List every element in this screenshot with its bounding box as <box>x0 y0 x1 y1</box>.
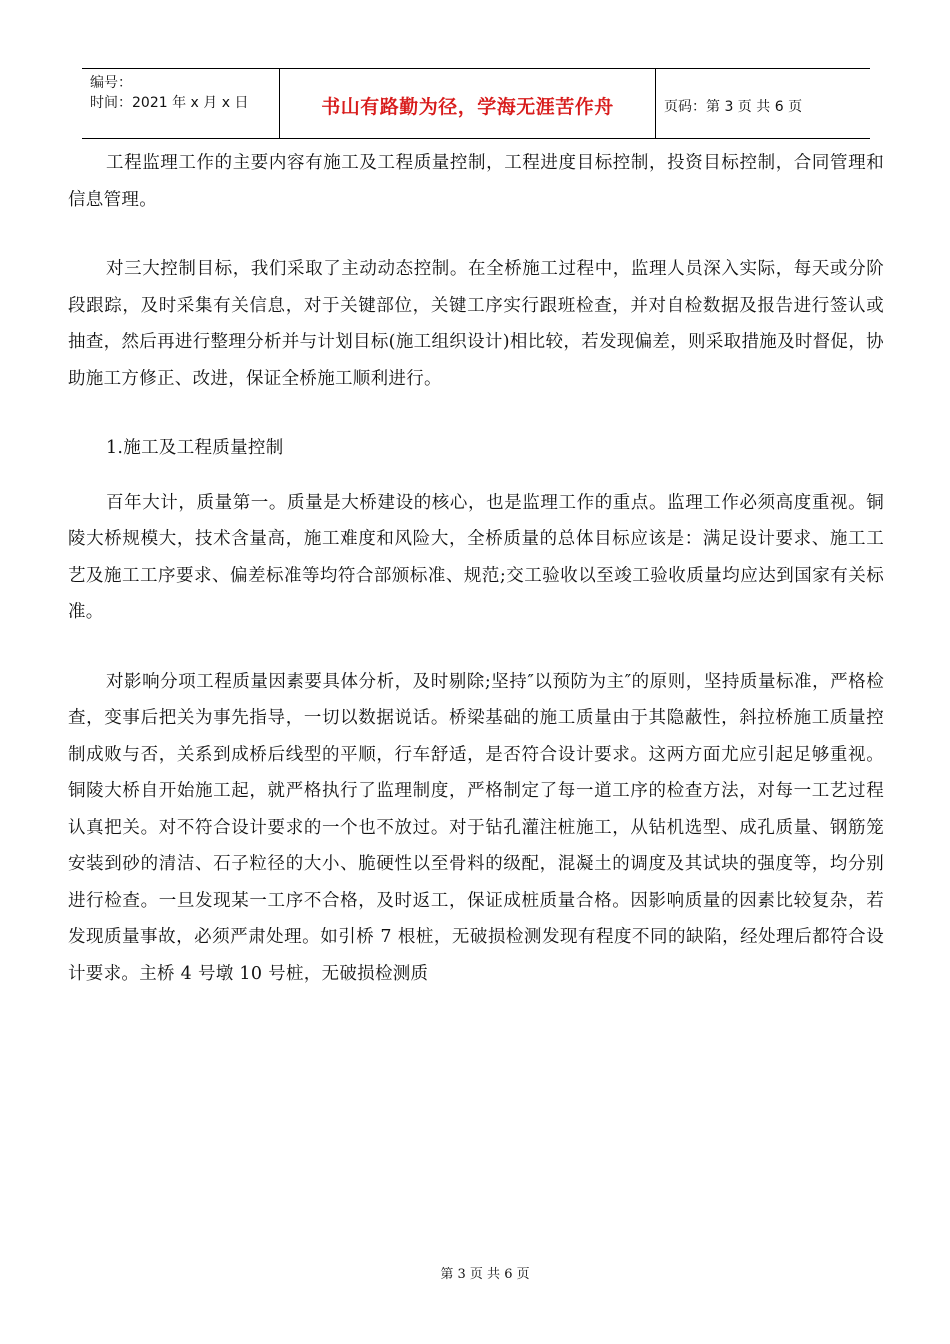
page-header <box>82 68 870 139</box>
paragraph: 百年大计，质量第一。质量是大桥建设的核心，也是监理工作的重点。监理工作必须高度重视。铜陵大桥规模大，技术含量高，施工难度和风险大，全桥质量的总体目标应该是：满足设计要求、施工工艺及施工工序要求、偏差标准等均符合部颁标准、规范;交工验收以至竣工验收质量均应达到国家有关标准。 <box>68 492 884 622</box>
header-page-number: 页码：第 3 页 共 6 页 <box>664 98 803 115</box>
document-date-label: 时间：2021 年 x 月 x 日 <box>90 95 249 111</box>
header-page-cell <box>656 69 870 138</box>
section-heading: 1.施工及工程质量控制 <box>106 438 284 458</box>
document-number-label: 编号： <box>90 75 132 91</box>
paragraph: 工程监理工作的主要内容有施工及工程质量控制，工程进度目标控制，投资目标控制，合同管理和信息管理。 <box>68 153 884 210</box>
document-body <box>68 145 884 992</box>
paragraph: 对影响分项工程质量因素要具体分析，及时剔除;坚持″以预防为主″的原则，坚持质量标准，严格检查，变事后把关为事先指导，一切以数据说话。桥梁基础的施工质量由于其隐蔽性，斜拉桥施工质量控制成败与否，关系到成桥后线型的平顺，行车舒适，是否符合设计要求。这两方面尤应引起足够重视。铜陵大桥自开始施工起，就严格执行了监理制度，严格制定了每一道工序的检查方法，对每一工艺过程认真把关。对不符合设计要求的一个也不放过。对于钻孔灌注桩施工，从钻机选型、成孔质量、钢筋笼安装到砂的清洁、石子粒径的大小、脆硬性以至骨料的级配，混凝土的调度及其试块的强度等，均分别进行检查。一旦发现某一工序不合格，及时返工，保证成桩质量合格。因影响质量的因素比较复杂，若发现质量事故，必须严肃处理。如引桥 7 根桩，无破损检测发现有程度不同的缺陷，经处理后都符合设计要求。主桥 4 号墩 10 号桩，无破损检测质 <box>68 671 884 984</box>
header-info-cell <box>82 69 280 138</box>
page-footer: 第 3 页 共 6 页 <box>440 1267 530 1282</box>
header-motto: 书山有路勤为径，学海无涯苦作舟 <box>321 96 614 118</box>
paragraph: 对三大控制目标，我们采取了主动动态控制。在全桥施工过程中，监理人员深入实际，每天或分阶段跟踪，及时采集有关信息，对于关键部位，关键工序实行跟班检查，并对自检数据及报告进行签认或抽查，然后再进行整理分析并与计划目标(施工组织设计)相比较，若发现偏差，则采取措施及时督促，协助施工方修正、改进，保证全桥施工顺利进行。 <box>68 259 884 389</box>
header-motto-cell <box>280 69 656 138</box>
